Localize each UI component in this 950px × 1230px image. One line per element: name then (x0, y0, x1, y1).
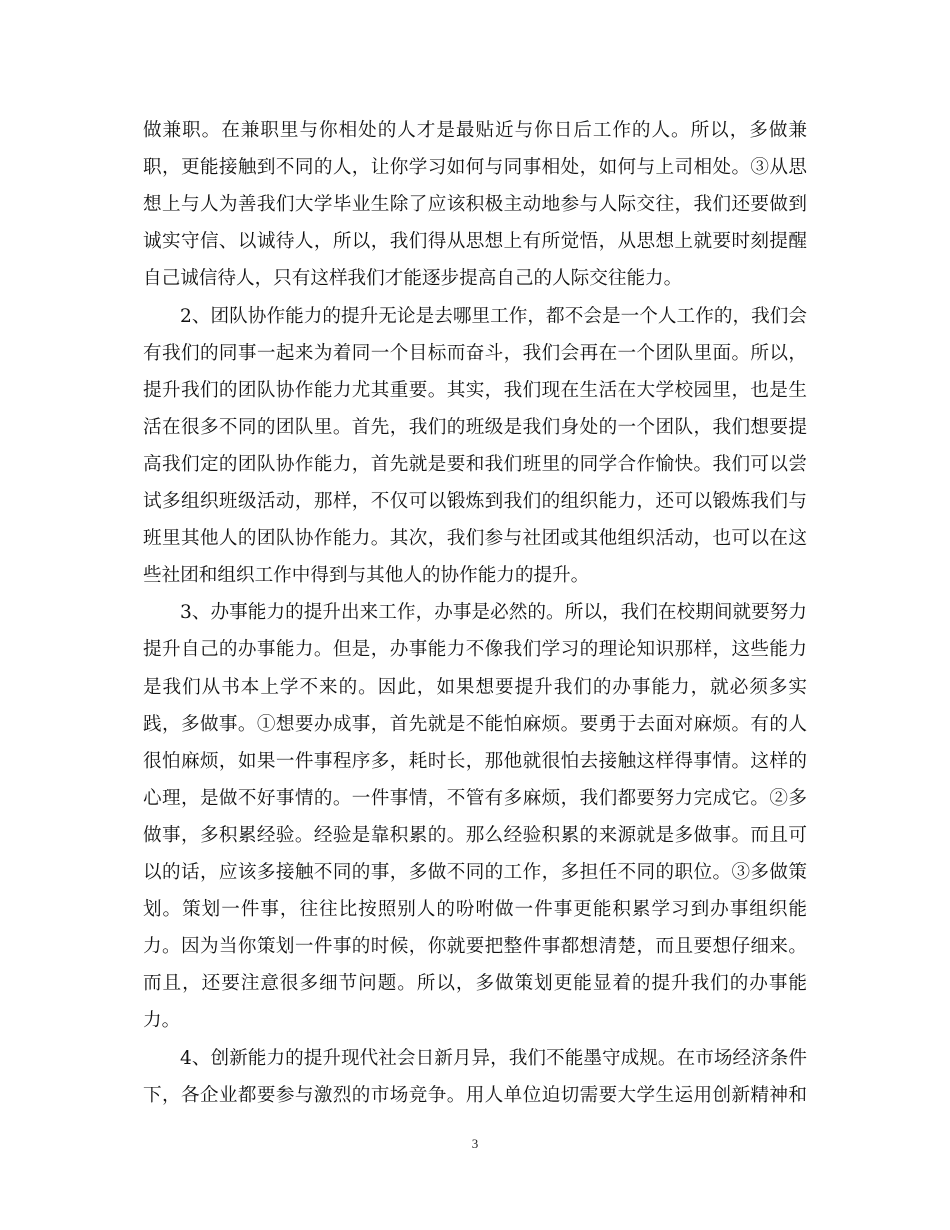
text-line: 4、创新能力的提升现代社会日新月异，我们不能墨守成规。在市场经济条件 (180, 1047, 807, 1069)
text-line: 诚实守信、以诚待人，所以，我们得从思想上有所觉悟，从思想上就要时刻提醒 (143, 231, 807, 253)
text-line: 2、团队协作能力的提升无论是去哪里工作，都不会是一个人工作的，我们会 (180, 305, 807, 327)
text-line: 很怕麻烦，如果一件事程序多，耗时长，那他就很怕去接触这样得事情。这样的 (143, 750, 807, 772)
text-line: 想上与人为善我们大学毕业生除了应该积极主动地参与人际交往，我们还要做到 (143, 194, 807, 216)
text-line: 而且，还要注意很多细节问题。所以，多做策划更能显着的提升我们的办事能 (143, 973, 807, 995)
text-line: 有我们的同事一起来为着同一个目标而奋斗，我们会再在一个团队里面。所以， (143, 342, 807, 364)
text-line: 班里其他人的团队协作能力。其次，我们参与社团或其他组织活动，也可以在这 (143, 528, 807, 550)
page-number: 3 (471, 1136, 479, 1151)
text-line: 下，各企业都要参与激烈的市场竞争。用人单位迫切需要大学生运用创新精神和 (143, 1084, 807, 1106)
text-line: 以的话，应该多接触不同的事，多做不同的工作，多担任不同的职位。③多做策 (143, 862, 807, 883)
text-line: 高我们定的团队协作能力，首先就是要和我们班里的同学合作愉快。我们可以尝 (143, 453, 807, 475)
text-line: 划。策划一件事，往往比按照别人的吩咐做一件事更能积累学习到办事组织能 (143, 899, 807, 921)
text-line: 做兼职。在兼职里与你相处的人才是最贴近与你日后工作的人。所以，多做兼 (143, 120, 807, 141)
text-line: 心理，是做不好事情的。一件事情，不管有多麻烦，我们都要努力完成它。②多 (143, 787, 807, 809)
text-line: 提升我们的团队协作能力尤其重要。其实，我们现在生活在大学校园里，也是生 (143, 379, 807, 401)
text-line: 职，更能接触到不同的人，让你学习如何与同事相处，如何与上司相处。③从思 (143, 157, 807, 179)
text-line: 活在很多不同的团队里。首先，我们的班级是我们身处的一个团队，我们想要提 (143, 416, 807, 438)
text-line: 试多组织班级活动，那样，不仅可以锻炼到我们的组织能力，还可以锻炼我们与 (143, 491, 807, 512)
text-line: 3、办事能力的提升出来工作，办事是必然的。所以，我们在校期间就要努力 (180, 602, 807, 624)
text-line: 力。 (143, 1010, 181, 1032)
text-line: 是我们从书本上学不来的。因此，如果想要提升我们的办事能力，就必须多实 (143, 676, 807, 698)
text-line: 力。因为当你策划一件事的时候，你就要把整件事都想清楚，而且要想仔细来。 (143, 936, 807, 958)
text-line: 自己诚信待人，只有这样我们才能逐步提高自己的人际交往能力。 (143, 268, 683, 290)
text-line: 些社团和组织工作中得到与其他人的协作能力的提升。 (143, 565, 590, 587)
text-line: 践，多做事。①想要办成事，首先就是不能怕麻烦。要勇于去面对麻烦。有的人 (143, 713, 807, 735)
text-line: 提升自己的办事能力。但是，办事能力不像我们学习的理论知识那样，这些能力 (143, 639, 807, 661)
text-line: 做事，多积累经验。经验是靠积累的。那么经验积累的来源就是多做事。而且可 (143, 824, 807, 846)
